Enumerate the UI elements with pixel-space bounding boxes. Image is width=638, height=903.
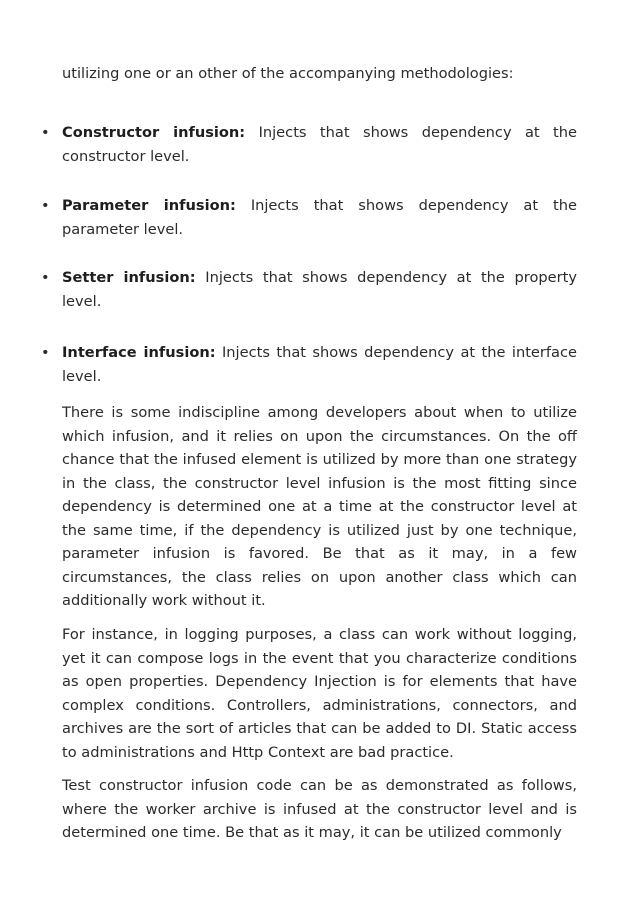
list-item-text: Injects that shows dependency at the constructor level. xyxy=(62,124,578,165)
bullet-icon: • xyxy=(41,124,50,141)
body-paragraph-2: For instance, in logging purposes, a class can work without logging, yet it can compose logs in the event that you characterize conditions as open properties. Dependency Injection is for elements that have complex conditions. Controllers, administrations, connectors, and archives are the sort of articles that can be added to DI. Static access to administrations and Http Context are bad practice. xyxy=(62,626,577,761)
list-item-setter-infusion xyxy=(41,266,578,313)
list-item-interface-infusion xyxy=(41,341,577,388)
list-item-text: Injects that shows dependency at the interface level. xyxy=(62,344,577,385)
list-item-text: Injects that shows dependency at the property level. xyxy=(62,269,578,310)
list-item-term: Setter infusion: xyxy=(62,269,196,286)
list-item-constructor-infusion xyxy=(41,121,578,168)
list-item-parameter-infusion xyxy=(41,194,577,241)
bullet-icon: • xyxy=(41,344,50,361)
bullet-icon: • xyxy=(41,269,50,286)
intro-text: utilizing one or an other of the accompanying methodologies: xyxy=(62,65,514,82)
body-paragraph-3: Test constructor infusion code can be as demonstrated as follows, where the worker archive is infused at the constructor level and is determined one time. Be that as it may, it can be utilized commonly xyxy=(62,777,577,841)
list-item-term: Constructor infusion: xyxy=(62,124,246,141)
list-item-term: Parameter infusion: xyxy=(62,197,236,214)
list-item-text: Injects that shows dependency at the parameter level. xyxy=(62,197,577,238)
body-paragraph-1: There is some indiscipline among developers about when to utilize which infusion, and it relies on upon the circumstances. On the off chance that the infused element is utilized by more than one strategy in the class, the constructor level infusion is the most fitting since dependency is determined one at a time at the constructor level at the same time, if the dependency is utilized just by one technique, parameter infusion is favored. Be that as it may, in a few circumstances, the class relies on upon another class which can additionally work without it. xyxy=(62,404,577,609)
bullet-icon: • xyxy=(41,197,50,214)
list-item-term: Interface infusion: xyxy=(62,344,216,361)
